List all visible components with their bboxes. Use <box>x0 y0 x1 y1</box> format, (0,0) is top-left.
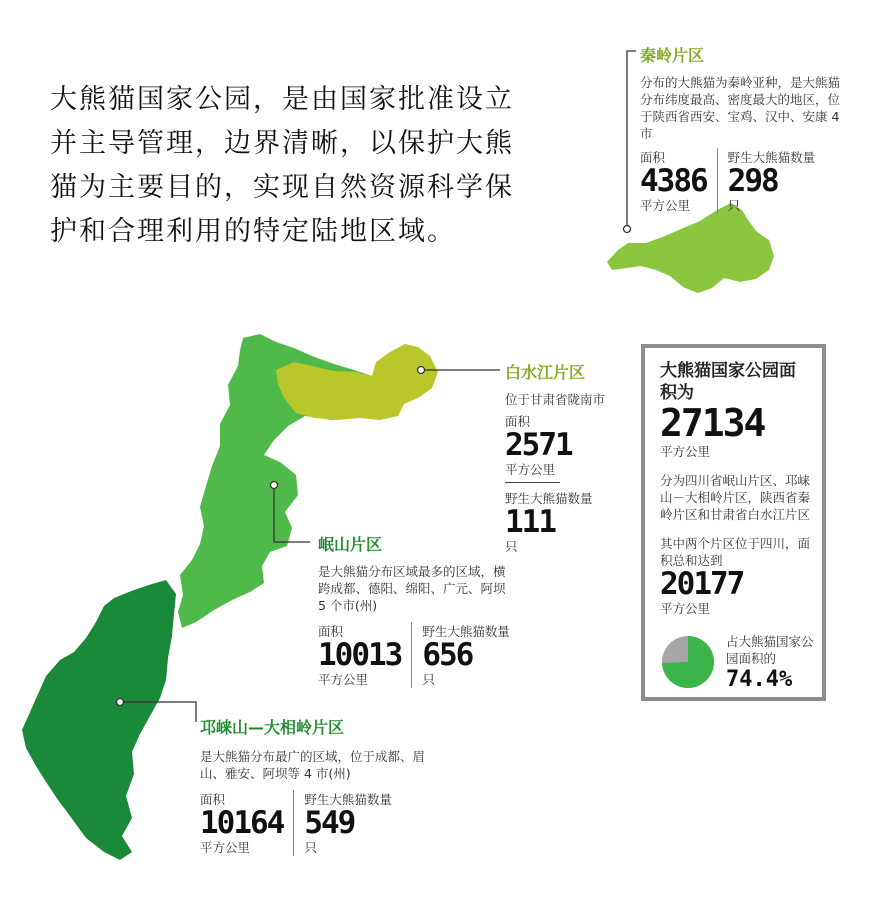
qinling-panda-block <box>717 148 826 214</box>
total-area-value: 27134 <box>660 401 765 445</box>
area-label: 面积 <box>505 414 531 429</box>
qionglai-area-block <box>200 790 293 856</box>
sichuan-desc: 其中两个片区位于四川，面积总和达到 <box>660 536 811 568</box>
qionglai-info <box>200 715 430 856</box>
area-label: 面积 <box>200 792 226 807</box>
intro-line: 猫为主要目的，实现自然资源科学保 <box>50 172 514 203</box>
panda-unit: 只 <box>727 198 741 213</box>
qionglai-region <box>22 580 176 860</box>
qinling-marker <box>624 226 631 233</box>
baishuijiang-marker <box>418 367 425 374</box>
pie-text <box>726 631 822 692</box>
qionglai-title: 邛崃山—大相岭片区 <box>200 718 345 737</box>
baishuijiang-title: 白水江片区 <box>505 363 586 382</box>
summary-box <box>641 344 826 701</box>
minshan-desc: 是大熊猫分布区域最多的区域，横跨成都、德阳、绵阳、广元、阿坝 5 个市(州) <box>318 564 506 613</box>
minshan-area-block <box>318 622 411 688</box>
intro-line: 护和合理利用的特定陆地区域。 <box>50 216 456 247</box>
minshan-stats <box>318 622 513 688</box>
sichuan-area-value: 20177 <box>660 566 744 602</box>
qinling-desc: 分布的大熊猫为秦岭亚种，是大熊猫分布纬度最高、密度最大的地区，位于陕西省西安、宝鸡、汉中、安康 4 市 <box>640 75 841 141</box>
panda-label: 野生大熊猫数量 <box>422 624 510 639</box>
area-label: 面积 <box>318 624 344 639</box>
area-unit: 平方公里 <box>318 672 369 687</box>
qinling-stats <box>640 148 840 214</box>
qinling-area-block <box>640 148 717 214</box>
pie-row <box>660 631 822 692</box>
panda-unit: 只 <box>304 840 317 855</box>
baishuijiang-info <box>505 360 645 555</box>
summary-heading: 大熊猫国家公园面积为 <box>660 361 796 403</box>
qionglai-desc: 是大熊猫分布最广的区域，位于成都、眉山、雅安、阿坝等 4 市(州) <box>200 749 426 781</box>
area-unit: 平方公里 <box>505 462 556 477</box>
panda-label: 野生大熊猫数量 <box>505 491 593 506</box>
qionglai-panda-value: 549 <box>304 805 355 841</box>
minshan-marker <box>271 482 278 489</box>
minshan-panda-block <box>411 622 520 688</box>
share-pie <box>660 634 716 690</box>
qinling-title: 秦岭片区 <box>640 46 705 65</box>
panda-unit: 只 <box>422 672 435 687</box>
qinling-area-value: 4386 <box>640 163 707 199</box>
area-unit: 平方公里 <box>640 198 691 213</box>
qinling-info <box>640 43 840 214</box>
qinling-leader <box>627 51 636 229</box>
pie-percent: 74.4% <box>726 667 793 692</box>
panda-label: 野生大熊猫数量 <box>727 150 816 165</box>
qinling-panda-value: 298 <box>727 163 778 199</box>
qionglai-panda-block <box>293 790 402 856</box>
minshan-info <box>318 532 513 688</box>
area-unit: 平方公里 <box>200 840 251 855</box>
qinling-region <box>607 203 774 293</box>
panda-unit: 只 <box>505 539 518 554</box>
sichuan-area-unit: 平方公里 <box>660 601 711 616</box>
qionglai-area-value: 10164 <box>200 805 284 841</box>
intro-line: 大熊猫国家公园，是由国家批准设立 <box>50 84 514 115</box>
area-label: 面积 <box>640 150 666 165</box>
baishuijiang-desc: 位于甘肃省陇南市 <box>505 392 606 407</box>
split-desc: 分为四川省岷山片区、邛崃山－大相岭片区，陕西省秦岭片区和甘肃省白水江片区 <box>660 473 811 522</box>
minshan-panda-value: 656 <box>422 637 473 673</box>
intro-line: 并主导管理，边界清晰，以保护大熊 <box>50 128 514 159</box>
baishuijiang-panda-value: 111 <box>505 504 555 540</box>
minshan-title: 岷山片区 <box>318 535 383 554</box>
panda-label: 野生大熊猫数量 <box>304 792 392 807</box>
pie-label: 占大熊猫国家公园面积的 <box>726 634 814 666</box>
total-area-unit: 平方公里 <box>660 444 711 459</box>
minshan-area-value: 10013 <box>318 637 402 673</box>
qionglai-marker <box>117 699 124 706</box>
baishuijiang-area-value: 2571 <box>505 427 572 463</box>
qionglai-stats <box>200 790 430 856</box>
divider <box>505 482 560 483</box>
